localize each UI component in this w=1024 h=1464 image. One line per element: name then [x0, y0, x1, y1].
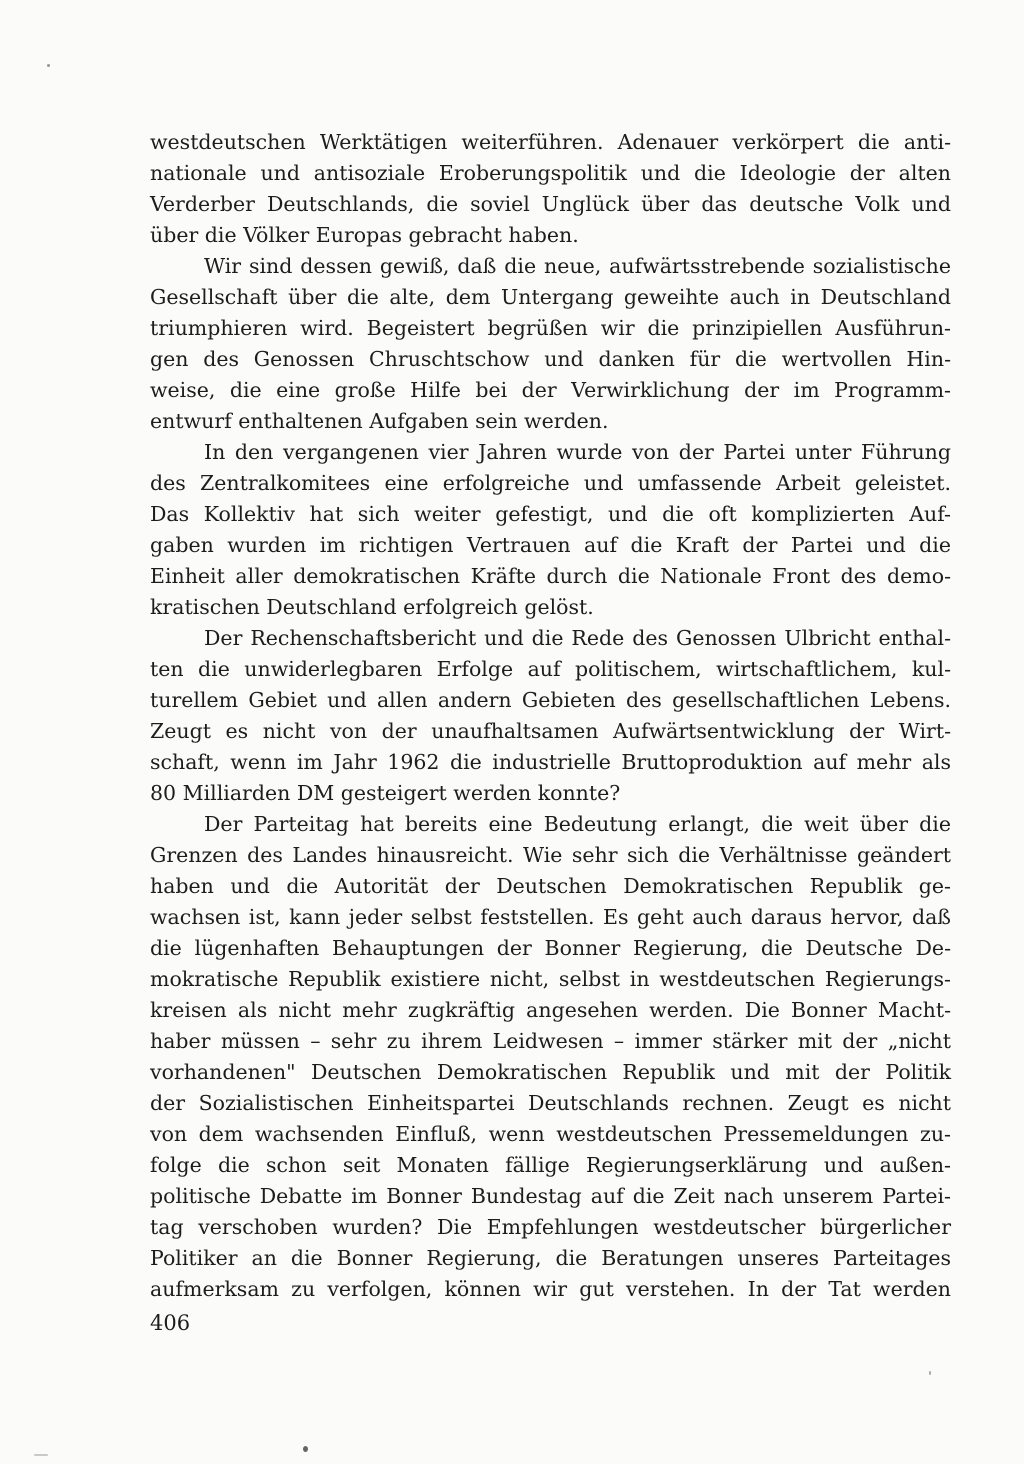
text-line: Grenzen des Landes hinausreicht. Wie sehr sich die Verhältnisse geändert [150, 843, 951, 867]
text-line: Wir sind dessen gewiß, daß die neue, aufwärtsstrebende sozialistische [204, 254, 951, 278]
text-line: nationale und antisoziale Eroberungspolitik und die Ideologie der alten [150, 161, 951, 185]
text-line: Zeugt es nicht von der unaufhaltsamen Aufwärtsentwicklung der Wirt- [150, 719, 951, 743]
text-line: kreisen als nicht mehr zugkräftig angesehen werden. Die Bonner Macht- [150, 998, 951, 1022]
scan-speck [929, 1371, 931, 1375]
text-line: schaft, wenn im Jahr 1962 die industrielle Bruttoproduktion auf mehr als [150, 750, 951, 774]
text-line: In den vergangenen vier Jahren wurde von der Partei unter Führung [204, 440, 951, 464]
text-line: Der Parteitag hat bereits eine Bedeutung erlangt, die weit über die [204, 812, 951, 836]
text-line: die lügenhaften Behauptungen der Bonner Regierung, die Deutsche De- [150, 936, 951, 960]
text-line: Politiker an die Bonner Regierung, die Beratungen unseres Parteitages [150, 1246, 951, 1270]
text-line: triumphieren wird. Begeistert begrüßen wir die prinzipiellen Ausführun- [150, 316, 951, 340]
body-text [150, 127, 951, 1305]
text-line: Der Rechenschaftsbericht und die Rede des Genossen Ulbricht enthal- [204, 626, 951, 650]
text-line: wachsen ist, kann jeder selbst feststellen. Es geht auch daraus hervor, daß [150, 905, 951, 929]
text-line: des Zentralkomitees eine erfolgreiche und umfassende Arbeit geleistet. [150, 471, 951, 495]
scan-speck [303, 1446, 308, 1452]
text-line: gen des Genossen Chruschtschow und danken für die wertvollen Hin- [150, 347, 951, 371]
text-line: Gesellschaft über die alte, dem Untergang geweihte auch in Deutschland [150, 285, 951, 309]
text-line: politische Debatte im Bonner Bundestag auf die Zeit nach unserem Partei- [150, 1184, 951, 1208]
text-line: kratischen Deutschland erfolgreich gelöst. [150, 595, 594, 619]
text-line: turellem Gebiet und allen andern Gebieten des gesellschaftlichen Lebens. [150, 688, 951, 712]
text-line: der Sozialistischen Einheitspartei Deutschlands rechnen. Zeugt es nicht [150, 1091, 951, 1115]
text-line: Das Kollektiv hat sich weiter gefestigt, und die oft komplizierten Auf- [150, 502, 951, 526]
text-line: haber müssen – sehr zu ihrem Leidwesen – immer stärker mit der „nicht [150, 1029, 951, 1053]
text-line: entwurf enthaltenen Aufgaben sein werden. [150, 409, 609, 433]
text-line: über die Völker Europas gebracht haben. [150, 223, 579, 247]
text-line: vorhandenen" Deutschen Demokratischen Republik und mit der Politik [150, 1060, 951, 1084]
text-line: gaben wurden im richtigen Vertrauen auf die Kraft der Partei und die [150, 533, 951, 557]
scan-speck [47, 64, 50, 67]
text-line: von dem wachsenden Einfluß, wenn westdeutschen Pressemeldungen zu- [150, 1122, 951, 1146]
text-line: Verderber Deutschlands, die soviel Unglück über das deutsche Volk und [150, 192, 951, 216]
text-line: mokratische Republik existiere nicht, selbst in westdeutschen Regierungs- [150, 967, 951, 991]
text-line: haben und die Autorität der Deutschen Demokratischen Republik ge- [150, 874, 951, 898]
text-line: aufmerksam zu verfolgen, können wir gut verstehen. In der Tat werden [150, 1277, 951, 1301]
text-line: Einheit aller demokratischen Kräfte durch die Nationale Front des demo- [150, 564, 951, 588]
text-line: 80 Milliarden DM gesteigert werden konnte? [150, 781, 621, 805]
page-number: 406 [150, 1311, 191, 1335]
scan-speck [34, 1454, 48, 1456]
text-line: folge die schon seit Monaten fällige Regierungserklärung und außen- [150, 1153, 951, 1177]
text-line: tag verschoben wurden? Die Empfehlungen westdeutscher bürgerlicher [150, 1215, 951, 1239]
text-line: westdeutschen Werktätigen weiterführen. Adenauer verkörpert die anti- [150, 130, 951, 154]
text-line: ten die unwiderlegbaren Erfolge auf politischem, wirtschaftlichem, kul- [150, 657, 951, 681]
text-line: weise, die eine große Hilfe bei der Verwirklichung der im Programm- [150, 378, 951, 402]
